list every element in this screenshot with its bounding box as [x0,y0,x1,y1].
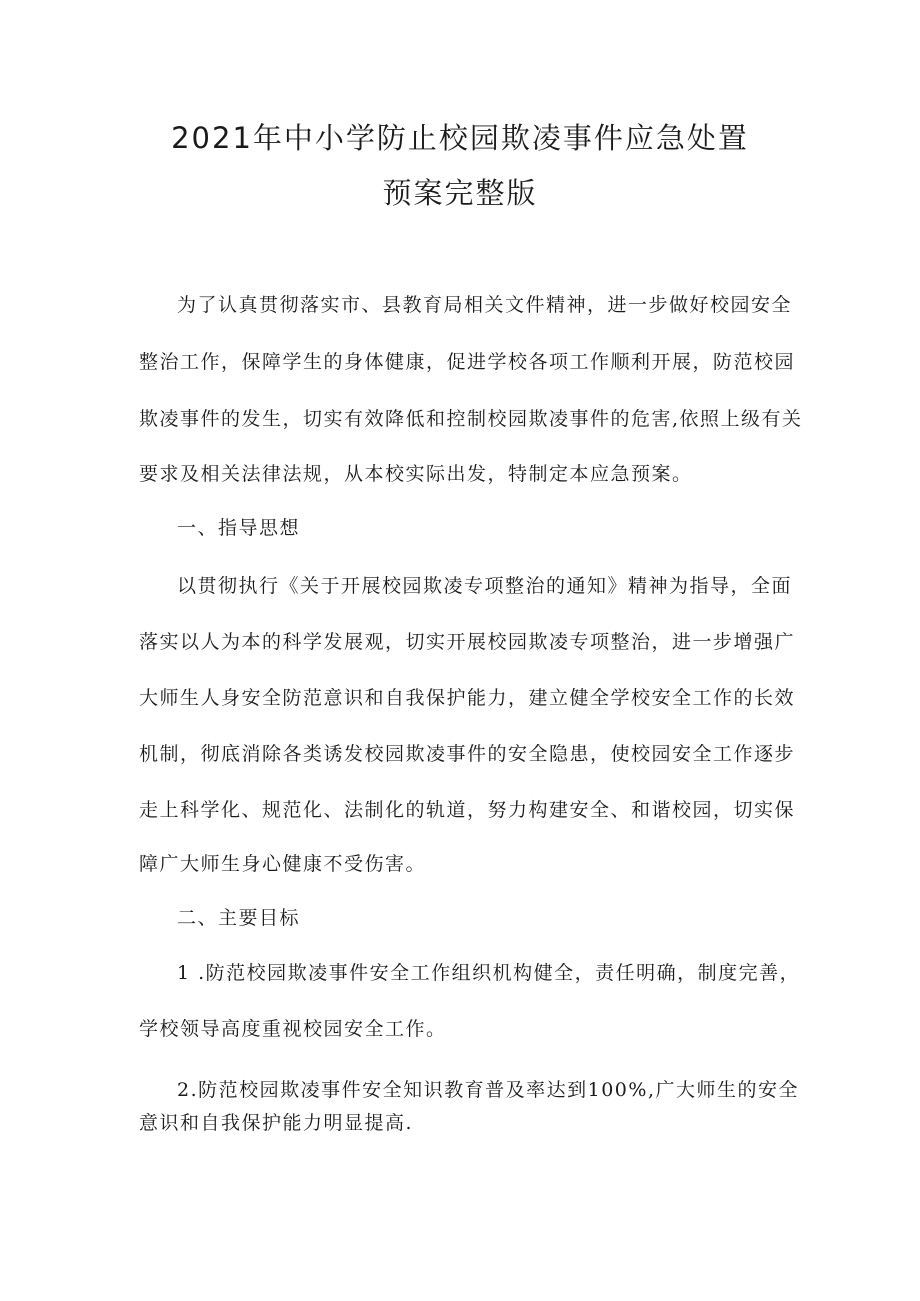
section1-line: 落实以人为本的科学发展观，切实开展校园欺凌专项整治，进一步增强广 [139,631,796,653]
section-heading: 二、主要目标 [177,907,301,929]
section1-line: 走上科学化、规范化、法制化的轨道，努力构建安全、和谐校园，切实保 [139,799,796,821]
intro-line: 为了认真贯彻落实市、县教育局相关文件精神，进一步做好校园安全 [177,294,793,316]
section-heading: 一、指导思想 [177,517,301,539]
intro-line: 要求及相关法律法规，从本校实际出发，特制定本应急预案。 [139,463,693,485]
section1-line: 障广大师生身心健康不受伤害。 [139,853,427,875]
section1-line: 机制，彻底消除各类诱发校园欺凌事件的安全隐患，使校园安全工作逐步 [139,743,796,765]
goal-item-line: 1 .防范校园欺凌事件安全工作组织机构健全，责任明确，制度完善， [177,962,801,984]
goal-item-line: 2.防范校园欺凌事件安全知识教育普及率达到100%,广大师生的安全 [177,1079,799,1101]
section1-line: 大师生人身安全防范意识和自我保护能力，建立健全学校安全工作的长效 [139,687,796,709]
document-title-line-1: 2021年中小学防止校园欺凌事件应急处置 [171,121,749,155]
document-title-line-2: 预案完整版 [382,176,538,210]
goal-item-line: 意识和自我保护能力明显提高. [139,1112,414,1134]
goal-item-line: 学校领导高度重视校园安全工作。 [139,1018,447,1040]
intro-line: 整治工作，保障学生的身体健康，促进学校各项工作顺利开展，防范校园 [139,351,796,373]
intro-line: 欺凌事件的发生，切实有效降低和控制校园欺凌事件的危害,依照上级有关 [139,408,803,430]
section1-line: 以贯彻执行《关于开展校园欺凌专项整治的通知》精神为指导，全面 [177,575,793,597]
